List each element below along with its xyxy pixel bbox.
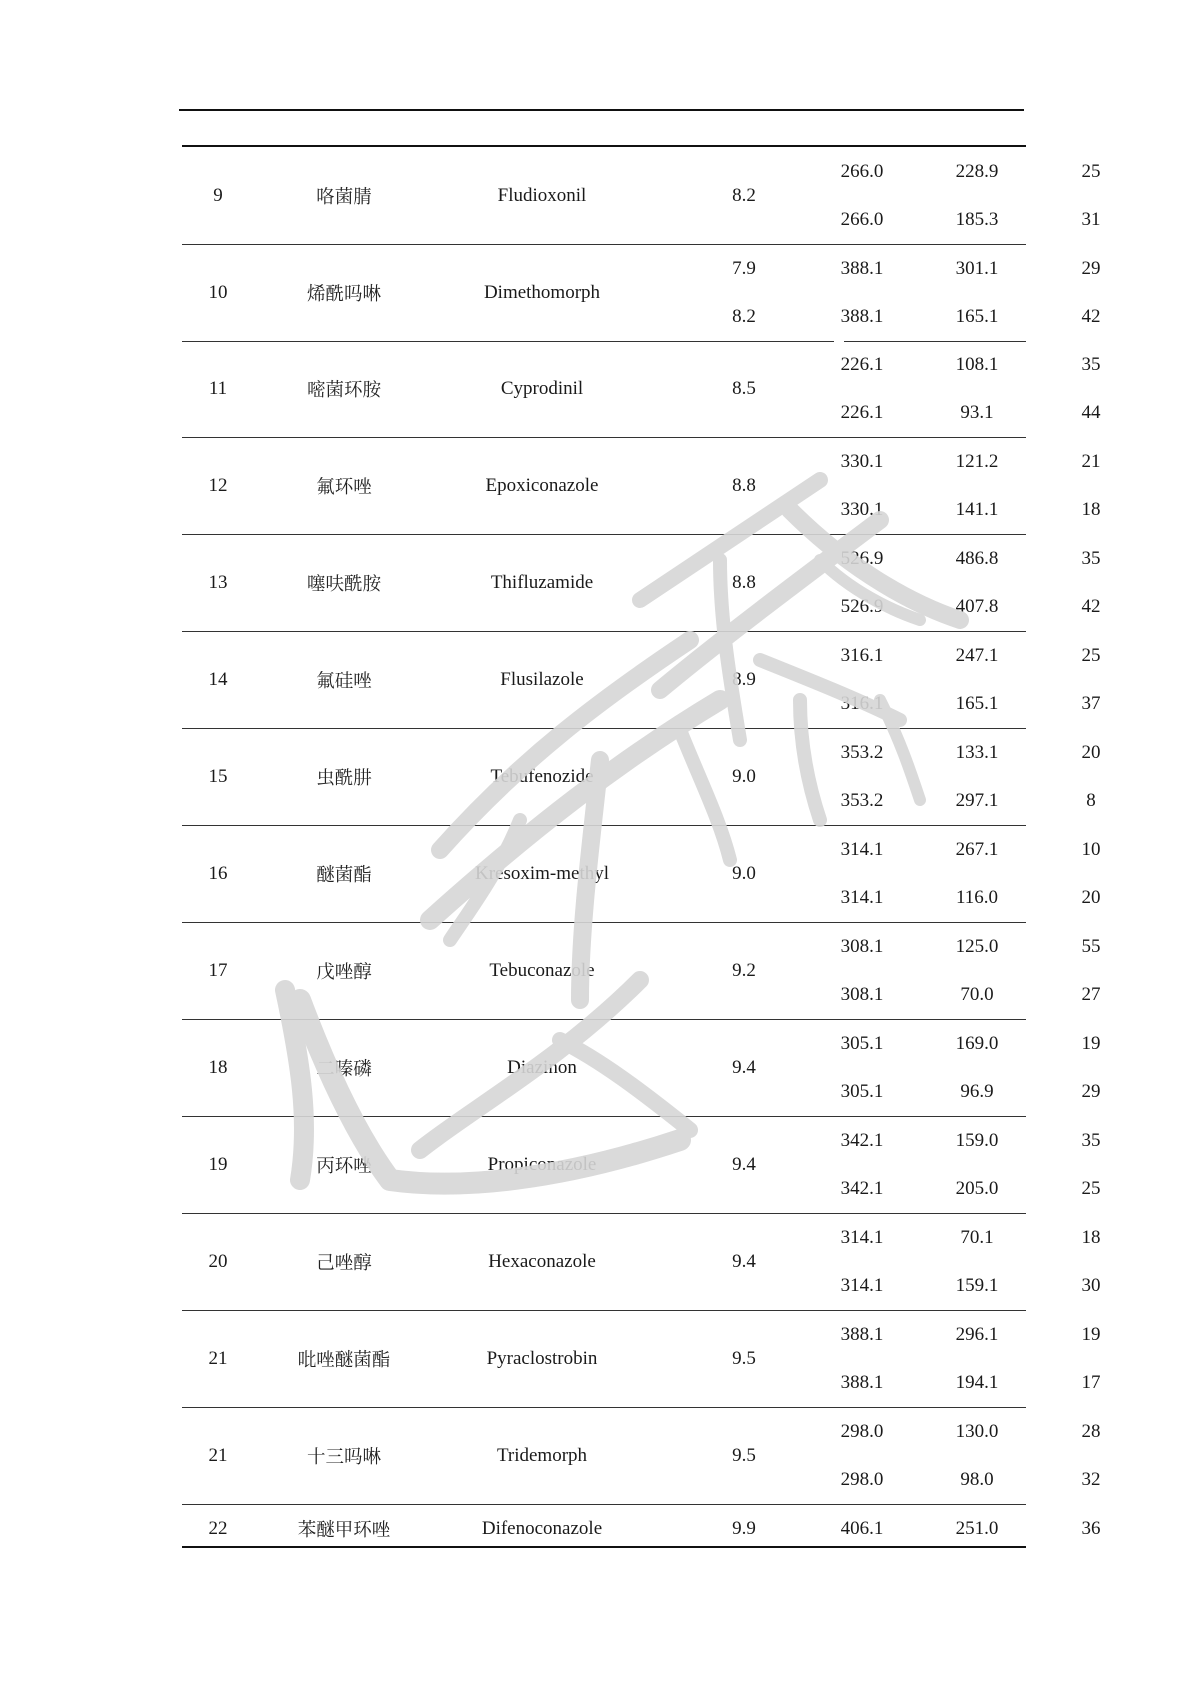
compound-number: 17 (208, 960, 228, 981)
product-ion: 228.9 (955, 161, 999, 182)
retention-time: 9.9 (732, 1518, 756, 1539)
product-ion: 165.1 (955, 306, 999, 327)
collision-energy: 18 (1081, 499, 1101, 520)
compound-number: 15 (208, 766, 228, 787)
compound-number: 13 (208, 572, 228, 593)
product-ion: 251.0 (955, 1518, 999, 1539)
transition-row (182, 293, 1101, 341)
product-ion: 194.1 (955, 1372, 999, 1393)
transition-row (182, 632, 1101, 680)
transition-row (182, 438, 1101, 486)
collision-energy: 20 (1081, 887, 1101, 908)
collision-energy: 10 (1081, 839, 1101, 860)
compound-name-cn: 氟硅唑 (316, 671, 372, 692)
collision-energy: 18 (1081, 1227, 1101, 1248)
product-ion: 116.0 (955, 887, 999, 908)
retention-time: 9.0 (732, 766, 756, 787)
compound-number: 10 (208, 282, 228, 303)
table-row-group (182, 1408, 1101, 1505)
collision-energy: 8 (1086, 790, 1096, 811)
precursor-ion: 316.1 (840, 645, 884, 666)
compound-name-en: Difenoconazole (481, 1518, 603, 1539)
precursor-ion: 526.9 (840, 596, 884, 617)
product-ion: 301.1 (955, 258, 999, 279)
product-ion: 93.1 (960, 402, 994, 423)
compound-name-en: Propiconazole (487, 1154, 597, 1175)
product-ion: 486.8 (955, 548, 999, 569)
compound-name-cn: 己唑醇 (316, 1253, 372, 1274)
product-ion: 130.0 (955, 1421, 999, 1442)
precursor-ion: 342.1 (840, 1130, 884, 1151)
collision-energy: 31 (1081, 209, 1101, 230)
collision-energy: 17 (1081, 1372, 1101, 1393)
retention-time: 8.9 (732, 669, 756, 690)
precursor-ion: 314.1 (840, 887, 884, 908)
precursor-ion: 353.2 (840, 742, 884, 763)
transition-row (182, 196, 1101, 244)
transition-row (182, 245, 1101, 293)
table-row-group (182, 729, 1101, 826)
compound-name-en: Tebufenozide (490, 766, 594, 787)
product-ion: 159.0 (955, 1130, 999, 1151)
transition-row (182, 148, 1101, 196)
collision-energy: 35 (1081, 354, 1101, 375)
product-ion: 96.9 (960, 1081, 994, 1102)
precursor-ion: 388.1 (840, 258, 884, 279)
product-ion: 70.1 (960, 1227, 994, 1248)
precursor-ion: 330.1 (840, 499, 884, 520)
collision-energy: 29 (1081, 258, 1101, 279)
precursor-ion: 388.1 (840, 1324, 884, 1345)
table-row-group (182, 632, 1101, 729)
precursor-ion: 353.2 (840, 790, 884, 811)
transition-row (182, 1408, 1101, 1456)
compound-name-cn: 咯菌腈 (316, 187, 372, 208)
precursor-ion: 266.0 (840, 161, 884, 182)
transition-row (182, 680, 1101, 728)
transition-row (182, 729, 1101, 777)
compound-number: 12 (208, 475, 228, 496)
transition-row (182, 826, 1101, 874)
transition-row (182, 486, 1101, 534)
table-row-group (182, 245, 1101, 341)
retention-time: 9.5 (732, 1348, 756, 1369)
retention-time: 9.4 (732, 1154, 756, 1175)
compound-name-cn: 戊唑醇 (316, 962, 372, 983)
product-ion: 121.2 (955, 451, 999, 472)
compound-number: 9 (213, 185, 223, 206)
product-ion: 297.1 (955, 790, 999, 811)
product-ion: 296.1 (955, 1324, 999, 1345)
collision-energy: 25 (1081, 1178, 1101, 1199)
precursor-ion: 342.1 (840, 1178, 884, 1199)
retention-time: 9.5 (732, 1445, 756, 1466)
compound-number: 22 (208, 1518, 228, 1539)
transition-row (182, 583, 1101, 631)
compound-name-cn: 虫酰肼 (316, 768, 372, 789)
collision-energy: 28 (1081, 1421, 1101, 1442)
precursor-ion: 308.1 (840, 936, 884, 957)
precursor-ion: 388.1 (840, 306, 884, 327)
table-row-group (182, 341, 1101, 438)
collision-energy: 44 (1081, 402, 1101, 423)
compound-name-en: Tebuconazole (489, 960, 595, 981)
product-ion: 125.0 (955, 936, 999, 957)
collision-energy: 30 (1081, 1275, 1101, 1296)
collision-energy: 19 (1081, 1033, 1101, 1054)
compound-name-cn: 嘧菌环胺 (306, 380, 381, 401)
precursor-ion: 314.1 (840, 1227, 884, 1248)
product-ion: 108.1 (955, 354, 999, 375)
precursor-ion: 266.0 (840, 209, 884, 230)
collision-energy: 42 (1081, 306, 1101, 327)
collision-energy: 19 (1081, 1324, 1101, 1345)
precursor-ion: 305.1 (840, 1081, 884, 1102)
product-ion: 169.0 (955, 1033, 999, 1054)
compound-name-en: Cyprodinil (500, 378, 584, 399)
precursor-ion: 305.1 (840, 1033, 884, 1054)
collision-energy: 35 (1081, 1130, 1101, 1151)
data-table (182, 148, 1101, 1553)
precursor-ion: 226.1 (840, 354, 884, 375)
product-ion: 98.0 (960, 1469, 994, 1490)
precursor-ion: 298.0 (840, 1421, 884, 1442)
product-ion: 185.3 (955, 209, 999, 230)
collision-energy: 42 (1081, 596, 1101, 617)
table-row-group (182, 535, 1101, 632)
precursor-ion: 298.0 (840, 1469, 884, 1490)
compound-name-cn: 丙环唑 (316, 1156, 372, 1177)
compound-number: 21 (208, 1348, 228, 1369)
compound-number: 20 (208, 1251, 228, 1272)
compound-name-en: Fludioxonil (497, 185, 587, 206)
compound-name-cn: 吡唑醚菌酯 (297, 1350, 391, 1371)
table-row-group (182, 1117, 1101, 1214)
precursor-ion: 388.1 (840, 1372, 884, 1393)
precursor-ion: 526.9 (840, 548, 884, 569)
product-ion: 247.1 (955, 645, 999, 666)
compound-name-cn: 噻呋酰胺 (306, 574, 381, 595)
retention-time: 9.4 (732, 1057, 756, 1078)
retention-time: 8.2 (732, 185, 756, 206)
transition-row (182, 1068, 1101, 1116)
transition-row (182, 1117, 1101, 1165)
compound-name-cn: 苯醚甲环唑 (297, 1520, 391, 1541)
precursor-ion: 308.1 (840, 984, 884, 1005)
retention-time: 9.4 (732, 1251, 756, 1272)
compound-name-en: Epoxiconazole (485, 475, 599, 496)
table-row-group (182, 1311, 1101, 1408)
transition-row (182, 1456, 1101, 1504)
product-ion: 133.1 (955, 742, 999, 763)
product-ion: 267.1 (955, 839, 999, 860)
table-row-group (182, 438, 1101, 535)
compound-number: 16 (208, 863, 228, 884)
product-ion: 70.0 (960, 984, 994, 1005)
transition-row (182, 971, 1101, 1019)
retention-time: 8.8 (732, 572, 756, 593)
compound-number: 19 (208, 1154, 228, 1175)
retention-time: 8.2 (732, 306, 756, 327)
collision-energy: 25 (1081, 645, 1101, 666)
compound-number: 14 (208, 669, 228, 690)
transition-row (182, 1020, 1101, 1068)
table-row-group (182, 1020, 1101, 1117)
retention-time: 7.9 (732, 258, 756, 279)
compound-name-cn: 二嗪磷 (316, 1059, 372, 1080)
compound-name-en: Thifluzamide (490, 572, 594, 593)
compound-name-cn: 十三吗啉 (306, 1447, 381, 1468)
table-row-group (182, 923, 1101, 1020)
table-bottom-rule (182, 1546, 1026, 1548)
collision-energy: 32 (1081, 1469, 1101, 1490)
precursor-ion: 314.1 (840, 839, 884, 860)
collision-energy: 35 (1081, 548, 1101, 569)
compound-name-cn: 烯酰吗啉 (306, 284, 381, 305)
product-ion: 141.1 (955, 499, 999, 520)
retention-time: 9.0 (732, 863, 756, 884)
transition-row (182, 389, 1101, 437)
compound-name-cn: 氟环唑 (316, 477, 372, 498)
product-ion: 407.8 (955, 596, 999, 617)
product-ion: 159.1 (955, 1275, 999, 1296)
transition-row (182, 535, 1101, 583)
transition-row (182, 777, 1096, 825)
compound-number: 21 (208, 1445, 228, 1466)
compound-name-en: Dimethomorph (483, 282, 601, 303)
table-row-group (182, 826, 1101, 923)
transition-row (182, 1262, 1101, 1310)
collision-energy: 21 (1081, 451, 1101, 472)
transition-row (182, 1311, 1101, 1359)
transition-row (182, 1165, 1101, 1213)
product-ion: 205.0 (955, 1178, 999, 1199)
compound-number: 11 (208, 378, 228, 399)
compound-name-en: Kresoxim-methyl (474, 863, 610, 884)
collision-energy: 29 (1081, 1081, 1101, 1102)
collision-energy: 25 (1081, 161, 1101, 182)
compound-name-en: Hexaconazole (488, 1251, 596, 1272)
compound-number: 18 (208, 1057, 228, 1078)
precursor-ion: 330.1 (840, 451, 884, 472)
transition-row (182, 923, 1101, 971)
transition-row (182, 341, 1101, 389)
transition-row (182, 1214, 1101, 1262)
precursor-ion: 314.1 (840, 1275, 884, 1296)
product-ion: 165.1 (955, 693, 999, 714)
collision-energy: 27 (1081, 984, 1101, 1005)
collision-energy: 20 (1081, 742, 1101, 763)
top-rule (179, 109, 1024, 111)
retention-time: 8.8 (732, 475, 756, 496)
compound-name-cn: 醚菌酯 (316, 865, 372, 886)
table-row-group (182, 148, 1101, 245)
compound-name-en: Pyraclostrobin (486, 1348, 598, 1369)
compound-name-en: Flusilazole (500, 669, 584, 690)
collision-energy: 36 (1081, 1518, 1101, 1539)
precursor-ion: 406.1 (840, 1518, 884, 1539)
compound-name-en: Diazinon (507, 1057, 577, 1078)
collision-energy: 37 (1081, 693, 1101, 714)
table-row-group (182, 1214, 1101, 1311)
transition-row (182, 874, 1101, 922)
precursor-ion: 316.1 (840, 693, 884, 714)
collision-energy: 55 (1081, 936, 1101, 957)
precursor-ion: 226.1 (840, 402, 884, 423)
compound-name-en: Tridemorph (496, 1445, 588, 1466)
transition-row (182, 1359, 1101, 1407)
retention-time: 8.5 (732, 378, 756, 399)
retention-time: 9.2 (732, 960, 756, 981)
